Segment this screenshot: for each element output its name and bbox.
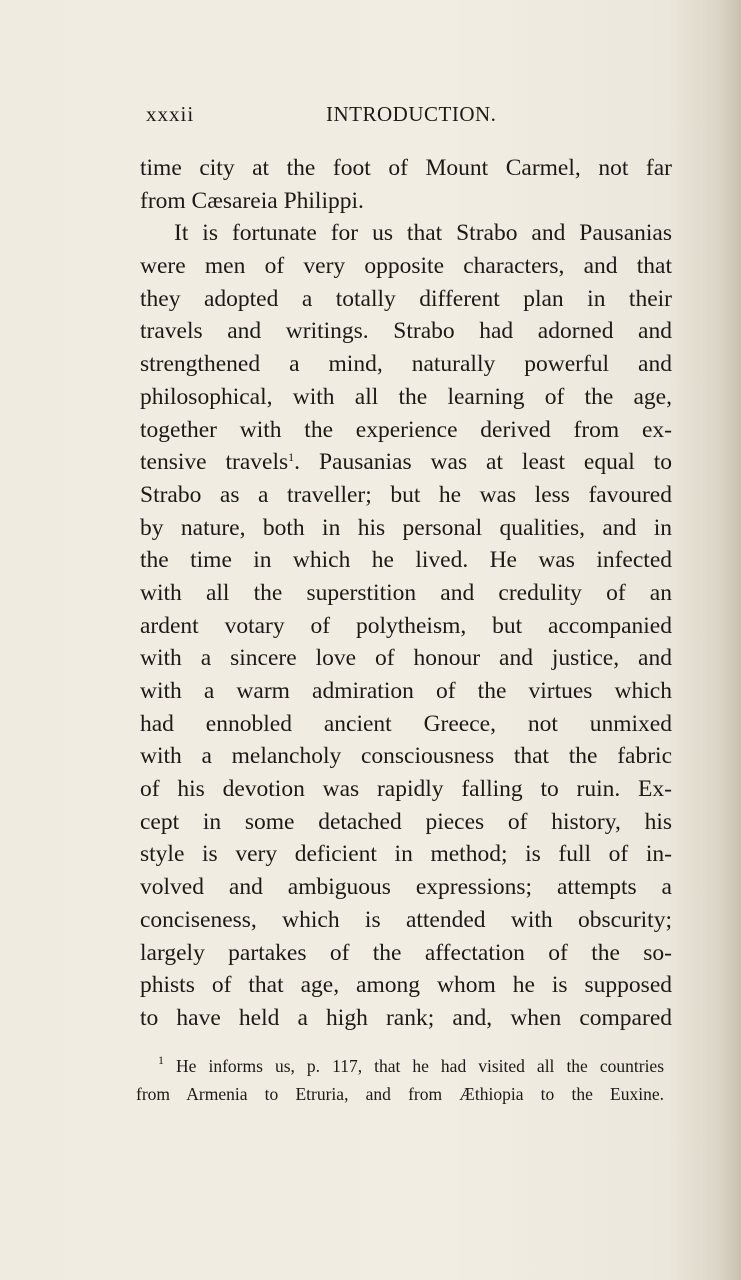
page-header	[146, 102, 676, 136]
text-line: were men of very opposite characters, and that	[140, 253, 672, 280]
footnote-marker: 1	[158, 1053, 164, 1067]
text-line: with a warm admiration of the virtues which	[140, 678, 672, 704]
text-line-with-footnote-ref	[140, 446, 672, 479]
text-line: style is very deficient in method; is full of in-	[140, 841, 672, 868]
text-line: to have held a high rank; and, when compared	[140, 1004, 672, 1031]
text-line: travels and writings. Strabo had adorned and	[140, 318, 672, 345]
footnote	[136, 1052, 664, 1108]
text-line: together with the experience derived from ex-	[140, 416, 672, 443]
text-line: It is fortunate for us that Strabo and Pausanias	[174, 220, 672, 247]
text-line: of his devotion was rapidly falling to ruin. Ex-	[140, 776, 672, 803]
text-segment: .	[294, 449, 319, 476]
text-segment: tensive travels	[140, 449, 289, 476]
main-text	[140, 152, 672, 1035]
text-line: by nature, both in his personal qualities, and in	[140, 514, 672, 541]
text-line: with a melancholy consciousness that the fabric	[140, 743, 672, 770]
text-line: strengthened a mind, naturally powerful and	[140, 351, 672, 378]
text-line: from Cæsareia Philippi.	[140, 187, 364, 214]
footnote-text: He informs us, p. 117, that he had visited all the countries	[176, 1056, 665, 1076]
running-title: INTRODUCTION.	[326, 102, 497, 126]
text-line: ardent votary of polytheism, but accompanied	[140, 612, 672, 639]
text-line: largely partakes of the affectation of the so-	[140, 939, 672, 966]
text-line: philosophical, with all the learning of the age,	[140, 383, 672, 410]
text-line: cept in some detached pieces of history, his	[140, 808, 672, 835]
text-line: with all the superstition and credulity of an	[140, 579, 672, 606]
footnote-reference: 1	[288, 450, 295, 465]
text-line: Strabo as a traveller; but he was less favoured	[140, 481, 672, 508]
text-line: had ennobled ancient Greece, not unmixed	[140, 710, 672, 737]
text-line: phists of that age, among whom he is supposed	[140, 972, 672, 999]
text-segment: Pausanias was at least equal to	[318, 449, 673, 476]
text-line: volved and ambiguous expressions; attempts a	[140, 874, 672, 901]
text-line: the time in which he lived. He was infected	[140, 547, 672, 574]
footnote-line	[136, 1052, 664, 1080]
footnote-line: from Armenia to Etruria, and from Æthiopia to the Euxine.	[136, 1084, 664, 1104]
text-line: with a sincere love of honour and justice, and	[140, 645, 672, 672]
text-line: time city at the foot of Mount Carmel, not far	[140, 155, 672, 181]
text-line: they adopted a totally different plan in their	[140, 285, 672, 312]
page-number: xxxii	[146, 102, 195, 126]
text-line: conciseness, which is attended with obscurity;	[140, 906, 672, 933]
